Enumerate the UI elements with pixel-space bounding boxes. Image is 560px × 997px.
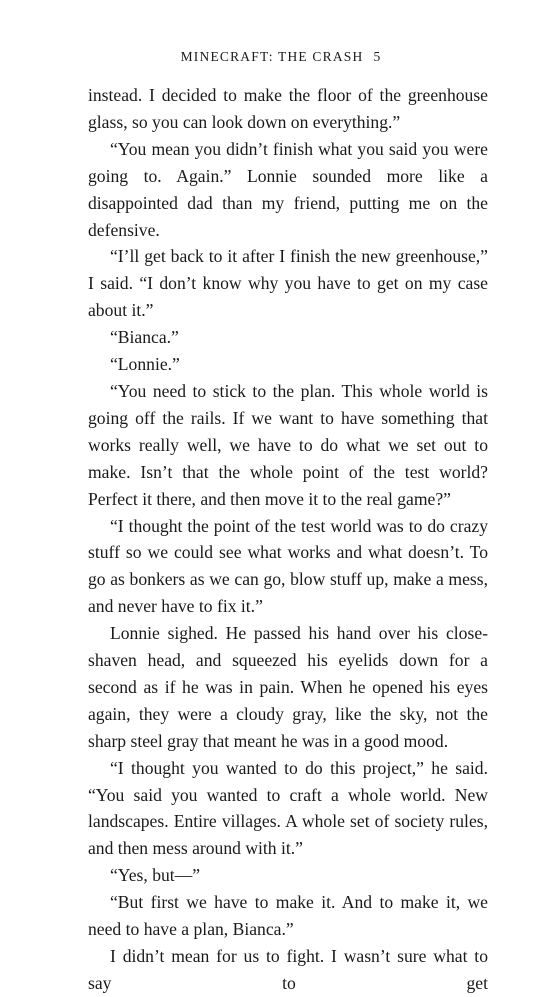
paragraph: Lonnie sighed. He passed his hand over his close-shaven head, and squeezed his eyelids down for a second as if he was in pain. When he opened his eyes again, they were a cloudy gray, like the sky, not the sharp steel gray that meant he was in a good mood. [88,623,488,751]
paragraph: “Bianca.” [110,327,179,348]
running-head [60,49,502,65]
paragraph: “I thought you wanted to do this project,” he said. “You said you wanted to craft a whole world. New landscapes. Entire villages. A whole set of society rules, and then mess around with it.” [88,757,488,859]
body-text [88,82,488,997]
page-number: 5 [373,49,382,64]
book-title: MINECRAFT: THE CRASH [180,49,364,64]
paragraph: “Yes, but—” [110,865,201,886]
paragraph: “I thought the point of the test world was to do crazy stuff so we could see what works and what doesn’t. To go as bonkers as we can go, blow stuff up, make a mess, and never have to fix it.” [88,515,488,617]
paragraph: “I’ll get back to it after I finish the new greenhouse,” I said. “I don’t know why you have to get on my case about it.” [88,246,488,321]
paragraph: instead. I decided to make the floor of the greenhouse glass, so you can look down on everything.” [88,85,488,132]
paragraph: “Lonnie.” [110,354,180,375]
paragraph: I didn’t mean for us to fight. I wasn’t sure what to say to get [88,946,488,993]
paragraph: “But first we have to make it. And to make it, we need to have a plan, Bianca.” [88,892,488,940]
paragraph: “You mean you didn’t finish what you said you were going to. Again.” Lonnie sounded more like a disappointed dad than my friend, putting me on the defensive. [88,138,488,240]
paragraph: “You need to stick to the plan. This whole world is going off the rails. If we want to have something that works really well, we have to do what we set out to make. Isn’t that the whole point of the test world? Perfect it there, and then move it to the real game?” [88,380,488,509]
